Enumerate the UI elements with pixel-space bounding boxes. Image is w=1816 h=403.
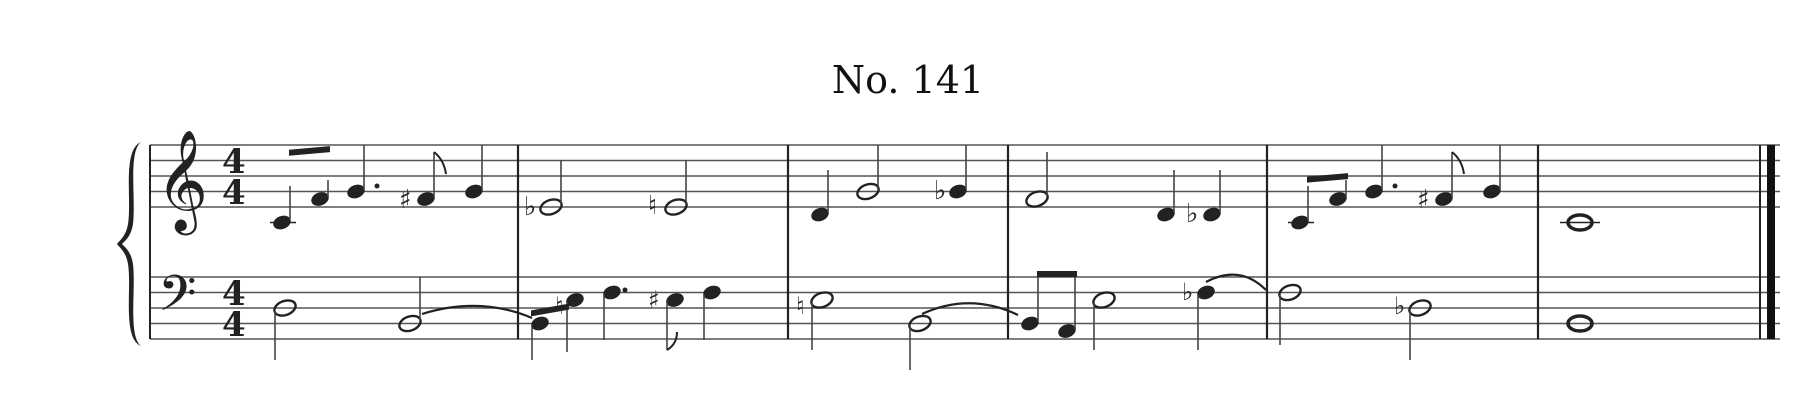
treble-clef-icon: 𝄞 [156, 128, 209, 231]
treble-time-denominator: 4 [222, 173, 246, 213]
tie [922, 303, 1018, 315]
bass-measure-2 [529, 283, 722, 360]
treble-measure-3 [809, 145, 968, 224]
final-barline-thick [1767, 145, 1775, 339]
treble-staff [150, 145, 1780, 207]
piece-title: No. 141 [831, 58, 985, 102]
bass-staff [150, 277, 1780, 339]
flat-icon: ♭ [1186, 199, 1199, 229]
flat-icon: ♭ [1182, 278, 1194, 306]
bass-clef-icon: 𝄢 [158, 265, 197, 335]
flat-icon: ♭ [934, 176, 947, 206]
bass-measure-5 [1277, 282, 1432, 360]
bass-measure-3 [796, 290, 1018, 370]
sharp-icon: ♯ [399, 185, 412, 215]
flat-icon: ♭ [1394, 292, 1406, 320]
bass-measure-4 [1019, 271, 1266, 350]
flat-icon: ♭ [524, 192, 537, 222]
natural-icon: ♮ [648, 191, 658, 221]
grand-staff-brace [117, 142, 141, 346]
natural-icon: ♮ [796, 292, 805, 320]
bass-time-numerator: 4 [222, 274, 246, 314]
sharp-icon: ♯ [1417, 185, 1430, 215]
sharp-icon: ♯ [648, 286, 660, 314]
treble-measure-6 [1560, 215, 1600, 230]
treble-measure-1 [270, 145, 485, 232]
treble-measure-4 [1024, 152, 1222, 229]
bass-time-denominator: 4 [222, 305, 246, 345]
bass-measure-1 [272, 277, 532, 360]
treble-time-numerator: 4 [222, 142, 246, 182]
treble-measure-5 [1288, 145, 1503, 232]
